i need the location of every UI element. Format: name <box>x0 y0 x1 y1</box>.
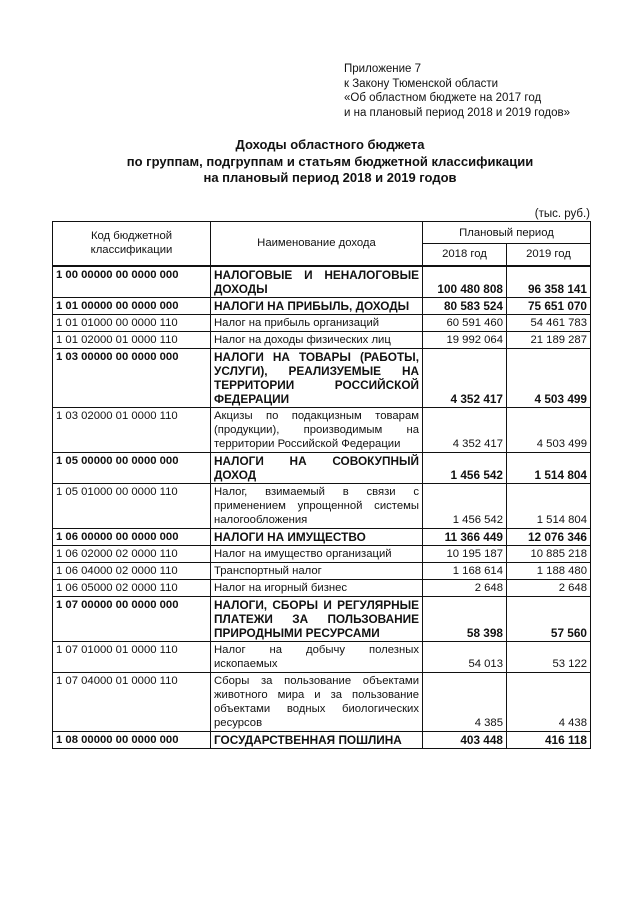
row-value-2018: 60 591 460 <box>423 314 507 331</box>
row-name: Налог на прибыль организаций <box>211 314 423 331</box>
row-name: Налог на добычу полезных ископаемых <box>211 641 423 672</box>
row-value-2018: 4 352 417 <box>423 348 507 407</box>
row-value-2019: 4 438 <box>507 672 591 731</box>
header-period: Плановый период <box>423 222 591 244</box>
title-line: по группам, подгруппам и статьям бюджетной классификации <box>126 153 534 169</box>
row-code: 1 07 00000 00 0000 000 <box>53 596 211 641</box>
header-code: Код бюджетной классификации <box>53 222 211 266</box>
row-code: 1 07 04000 01 0000 110 <box>53 672 211 731</box>
appendix-line: и на плановый период 2018 и 2019 годов» <box>344 106 570 119</box>
row-code: 1 06 02000 02 0000 110 <box>53 545 211 562</box>
row-name: Транспортный налог <box>211 562 423 579</box>
appendix-note <box>344 62 570 120</box>
row-value-2019: 4 503 499 <box>507 407 591 452</box>
row-value-2018: 1 168 614 <box>423 562 507 579</box>
row-code: 1 03 02000 01 0000 110 <box>53 407 211 452</box>
row-code: 1 01 02000 01 0000 110 <box>53 331 211 348</box>
table-row <box>53 348 591 407</box>
table-row <box>53 407 591 452</box>
row-value-2018: 4 352 417 <box>423 407 507 452</box>
row-value-2019: 57 560 <box>507 596 591 641</box>
row-name: НАЛОГИ НА ТОВАРЫ (РАБОТЫ, УСЛУГИ), РЕАЛИЗУЕМЫЕ НА ТЕРРИТОРИИ РОССИЙСКОЙ ФЕДЕРАЦИИ <box>211 348 423 407</box>
table-row <box>53 596 591 641</box>
row-name: Налог, взимаемый в связи с применением упрощенной системы налогообложения <box>211 483 423 528</box>
table-row <box>53 331 591 348</box>
appendix-line: к Закону Тюменской области <box>344 77 499 90</box>
row-value-2019: 53 122 <box>507 641 591 672</box>
row-value-2018: 4 385 <box>423 672 507 731</box>
row-code: 1 08 00000 00 0000 000 <box>53 731 211 748</box>
table-row <box>53 452 591 483</box>
row-code: 1 03 00000 00 0000 000 <box>53 348 211 407</box>
row-name: НАЛОГОВЫЕ И НЕНАЛОГОВЫЕ ДОХОДЫ <box>211 266 423 298</box>
table-row <box>53 731 591 748</box>
title-line: на плановый период 2018 и 2019 годов <box>203 170 457 185</box>
appendix-line: «Об областном бюджете на 2017 год <box>344 92 542 104</box>
row-value-2019: 12 076 346 <box>507 528 591 545</box>
row-value-2019: 75 651 070 <box>507 297 591 314</box>
table-row <box>53 641 591 672</box>
row-name: ГОСУДАРСТВЕННАЯ ПОШЛИНА <box>211 731 423 748</box>
row-name: НАЛОГИ НА ПРИБЫЛЬ, ДОХОДЫ <box>211 297 423 314</box>
row-code: 1 06 04000 02 0000 110 <box>53 562 211 579</box>
header-2018: 2018 год <box>423 244 507 266</box>
table-row <box>53 314 591 331</box>
row-code: 1 05 01000 00 0000 110 <box>53 483 211 528</box>
row-value-2019: 10 885 218 <box>507 545 591 562</box>
header-name: Наименование дохода <box>211 222 423 266</box>
row-value-2019: 54 461 783 <box>507 314 591 331</box>
row-value-2018: 54 013 <box>423 641 507 672</box>
table-row <box>53 528 591 545</box>
row-code: 1 06 05000 02 0000 110 <box>53 579 211 596</box>
table-row <box>53 266 591 298</box>
table-row <box>53 562 591 579</box>
row-name: НАЛОГИ НА СОВОКУПНЫЙ ДОХОД <box>211 452 423 483</box>
table-row <box>53 672 591 731</box>
row-value-2018: 100 480 808 <box>423 266 507 298</box>
revenue-table <box>52 221 591 749</box>
appendix-line: Приложение 7 <box>344 63 422 75</box>
row-value-2019: 4 503 499 <box>507 348 591 407</box>
table-row <box>53 545 591 562</box>
header-2019: 2019 год <box>507 244 591 266</box>
row-value-2019: 96 358 141 <box>507 266 591 298</box>
row-value-2018: 403 448 <box>423 731 507 748</box>
row-value-2018: 19 992 064 <box>423 331 507 348</box>
row-value-2018: 1 456 542 <box>423 452 507 483</box>
row-value-2018: 2 648 <box>423 579 507 596</box>
row-name: Акцизы по подакцизным товарам (продукции), производимым на территории Российской Федерации <box>211 407 423 452</box>
row-value-2019: 21 189 287 <box>507 331 591 348</box>
row-code: 1 05 00000 00 0000 000 <box>53 452 211 483</box>
row-code: 1 06 00000 00 0000 000 <box>53 528 211 545</box>
row-code: 1 00 00000 00 0000 000 <box>53 266 211 298</box>
row-name: Налог на доходы физических лиц <box>211 331 423 348</box>
table-body <box>53 266 591 749</box>
row-value-2019: 2 648 <box>507 579 591 596</box>
units-label: (тыс. руб.) <box>534 208 590 220</box>
title-line: Доходы областного бюджета <box>235 137 425 152</box>
row-name: НАЛОГИ НА ИМУЩЕСТВО <box>211 528 423 545</box>
row-code: 1 01 00000 00 0000 000 <box>53 297 211 314</box>
table-row <box>53 297 591 314</box>
row-name: Налог на имущество организаций <box>211 545 423 562</box>
row-value-2018: 80 583 524 <box>423 297 507 314</box>
row-code: 1 07 01000 01 0000 110 <box>53 641 211 672</box>
row-value-2018: 11 366 449 <box>423 528 507 545</box>
document-title <box>60 137 600 187</box>
table-row <box>53 483 591 528</box>
row-value-2018: 58 398 <box>423 596 507 641</box>
row-value-2019: 1 188 480 <box>507 562 591 579</box>
row-value-2019: 1 514 804 <box>507 452 591 483</box>
row-name: Сборы за пользование объектами животного мира и за пользование объектами водных биологических ресурсов <box>211 672 423 731</box>
row-value-2019: 416 118 <box>507 731 591 748</box>
row-name: Налог на игорный бизнес <box>211 579 423 596</box>
table-row <box>53 579 591 596</box>
row-value-2018: 10 195 187 <box>423 545 507 562</box>
row-name: НАЛОГИ, СБОРЫ И РЕГУЛЯРНЫЕ ПЛАТЕЖИ ЗА ПОЛЬЗОВАНИЕ ПРИРОДНЫМИ РЕСУРСАМИ <box>211 596 423 641</box>
row-code: 1 01 01000 00 0000 110 <box>53 314 211 331</box>
row-value-2019: 1 514 804 <box>507 483 591 528</box>
row-value-2018: 1 456 542 <box>423 483 507 528</box>
